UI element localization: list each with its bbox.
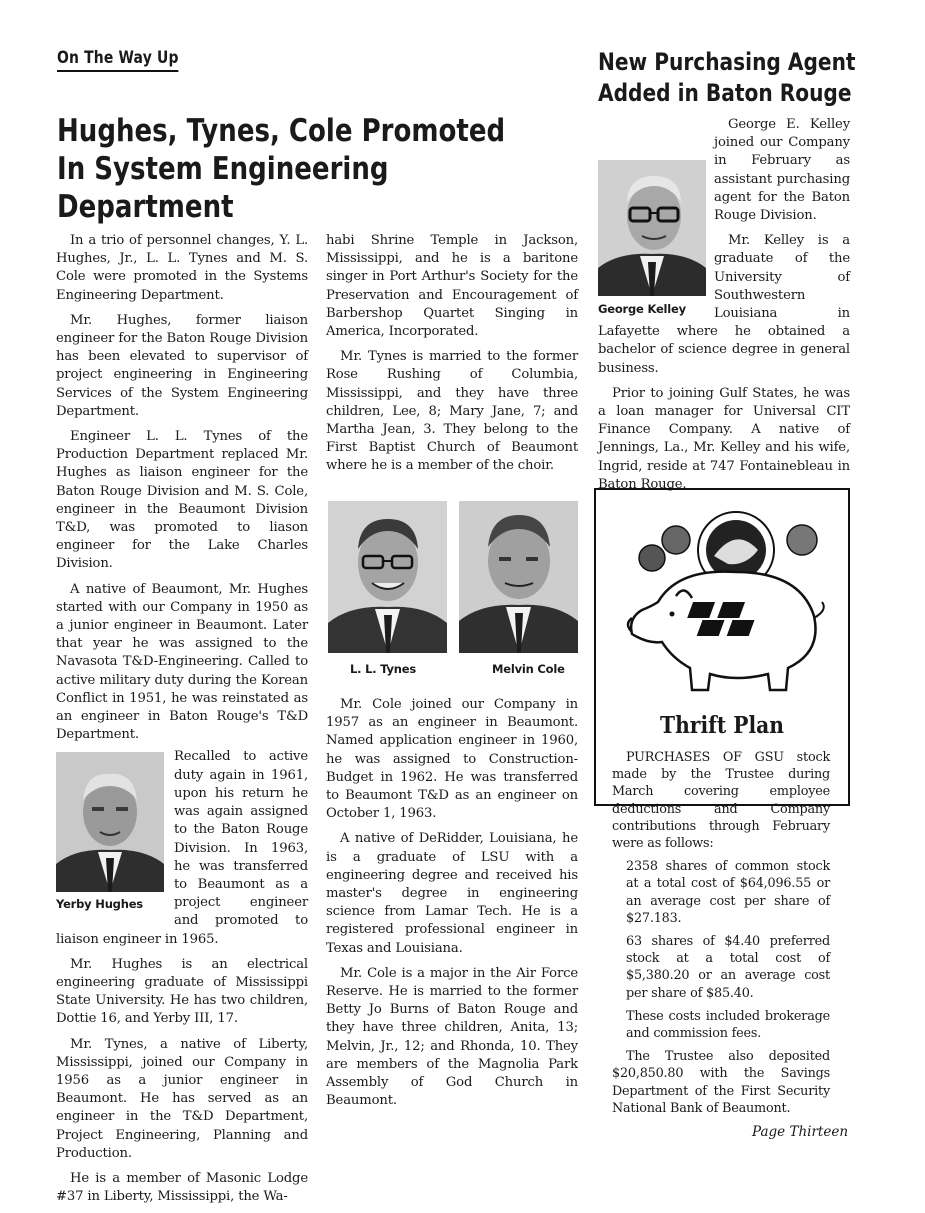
cole-photo <box>459 501 578 653</box>
paragraph: habi Shrine Temple in Jackson, Mississippi, and he is a baritone singer in Port Arthur's Society for the Preservation and Encouragement of Barbershop Quartet Singing in America, Incorporated. <box>326 233 578 340</box>
portrait-image <box>459 501 578 653</box>
paragraph: Mr. Tynes, a native of Liberty, Mississippi, joined our Company in 1956 as a junior engineer in Beaumont. He has served as an engineer in the T&D Department, Project Engineering, Planning and Production. <box>56 1036 308 1161</box>
kelley-photo <box>598 160 706 296</box>
section-kicker: On The Way Up <box>57 48 179 72</box>
article-column-1 <box>56 232 308 1213</box>
thrift-intro: PURCHASES OF GSU stock made by the Trustee during March covering employee deductions and Company contributions through February were as follows: <box>612 750 830 852</box>
page-number: Page Thirteen <box>752 1124 849 1140</box>
paragraph: In a trio of personnel changes, Y. L. Hughes, Jr., L. L. Tynes and M. S. Cole were promoted in the Systems Engineering Department. <box>56 233 308 303</box>
portrait-image <box>56 752 164 892</box>
paragraph: Mr. Cole joined our Company in 1957 as an engineer in Beaumont. Named application engineer in 1960, he was assigned to Construction-Budget in 1962. He was transferred to Beaumont T&D as an engineer on October 1, 1963. <box>326 697 578 822</box>
paragraph: Mr. Cole is a major in the Air Force Reserve. He is married to the former Betty Jo Burns of Baton Rouge and they have three children, Anita, 13; Melvin, Jr., 12; and Rhonda, 10. They are members of the Magnolia Park Assembly of God Church in Beaumont. <box>326 965 578 1109</box>
tynes-photo <box>328 501 447 653</box>
hughes-photo <box>56 752 164 892</box>
kelley-caption: George Kelley <box>598 302 686 316</box>
thrift-plan-body <box>612 749 830 1123</box>
hughes-caption: Yerby Hughes <box>56 897 143 912</box>
thrift-plan-title: Thrift Plan <box>660 712 784 739</box>
portrait-image <box>328 501 447 653</box>
article-column-2-bottom <box>326 696 578 1117</box>
paragraph: Recalled to active duty again in 1961, upon his return he was again assigned to the Baton Rouge Division. In 1963, he was transferred to Beaumont as a project engineer and promoted to liaison engineer in 1965. <box>56 749 308 947</box>
piggy-bank-icon <box>618 506 830 706</box>
article-column-2-top <box>326 232 578 483</box>
paragraph: A native of DeRidder, Louisiana, he is a graduate of LSU with a engineering degree and received his master's degree in engineering science from Lamar Tech. He is a registered professional engineer in Texas and Louisiana. <box>326 831 578 956</box>
piggy-bank-illustration <box>618 506 830 706</box>
hughes-photo-block <box>56 752 164 913</box>
paragraph: A native of Beaumont, Mr. Hughes started with our Company in 1950 as a junior engineer in Beaumont. Later that year he was assigned to the Navasota T&D-Engineering. Called to active military duty during the Korean Conflict in 1951, he was reinstated as an engineer in Baton Rouge's T&D Department. <box>56 581 308 743</box>
paragraph: Mr. Tynes is married to the former Rose Rushing of Columbia, Mississippi, and they have three children, Lee, 8; Mary Jane, 7; and Martha Jean, 3. They belong to the First Baptist Church of Beaumont where he is a member of the choir. <box>326 349 578 474</box>
paragraph: Mr. Hughes, former liaison engineer for the Baton Rouge Division has been elevated to supervisor of project engineering in Engineering Services of the System Engineering Department. <box>56 312 308 419</box>
paragraph: George E. Kelley joined our Company in February as assistant purchasing agent for the Baton Rouge Division. <box>714 117 850 224</box>
tynes-caption: L. L. Tynes <box>350 662 417 676</box>
thrift-closing: The Trustee also deposited $20,850.80 with the Savings Department of the First Security National Bank of Beaumont. <box>612 1049 830 1116</box>
cole-caption: Melvin Cole <box>492 662 565 676</box>
main-headline: Hughes, Tynes, Cole Promoted In System Engineering Department <box>57 113 506 225</box>
side-headline: New Purchasing Agent Added in Baton Rouge <box>598 48 856 107</box>
paragraph: He is a member of Masonic Lodge #37 in Liberty, Mississippi, the Wa- <box>56 1170 308 1205</box>
thrift-item: 2358 shares of common stock at a total cost of $64,096.55 or an average cost per share of $27.183. <box>626 859 830 926</box>
paragraph: Engineer L. L. Tynes of the Production Department replaced Mr. Hughes as liaison engineer for the Baton Rouge Division and M. S. Cole, engineer in the Beaumont Division T&D, was promoted to liason engineer for the Lake Charles Division. <box>56 429 308 572</box>
thrift-item: 63 shares of $4.40 preferred stock at a total cost of $5,380.20 or an average cost per share of $85.40. <box>626 934 830 1001</box>
side-article-body <box>598 116 850 501</box>
thrift-item: These costs included brokerage and commission fees. <box>626 1008 830 1042</box>
paragraph: Prior to joining Gulf States, he was a loan manager for Universal CIT Finance Company. A native of Jennings, La., Mr. Kelley and his wife, Ingrid, reside at 747 Fontainebleau in Baton Rouge. <box>598 385 850 492</box>
portrait-image <box>598 160 706 296</box>
paragraph: Mr. Kelley is a graduate of the University of Southwestern Louisiana in Lafayette where he obtained a bachelor of science degree in general business. <box>598 233 850 376</box>
kelley-photo-block <box>598 160 706 318</box>
paragraph: Mr. Hughes is an electrical engineering graduate of Mississippi State University. He has two children, Dottie 16, and Yerby III, 17. <box>56 956 308 1027</box>
